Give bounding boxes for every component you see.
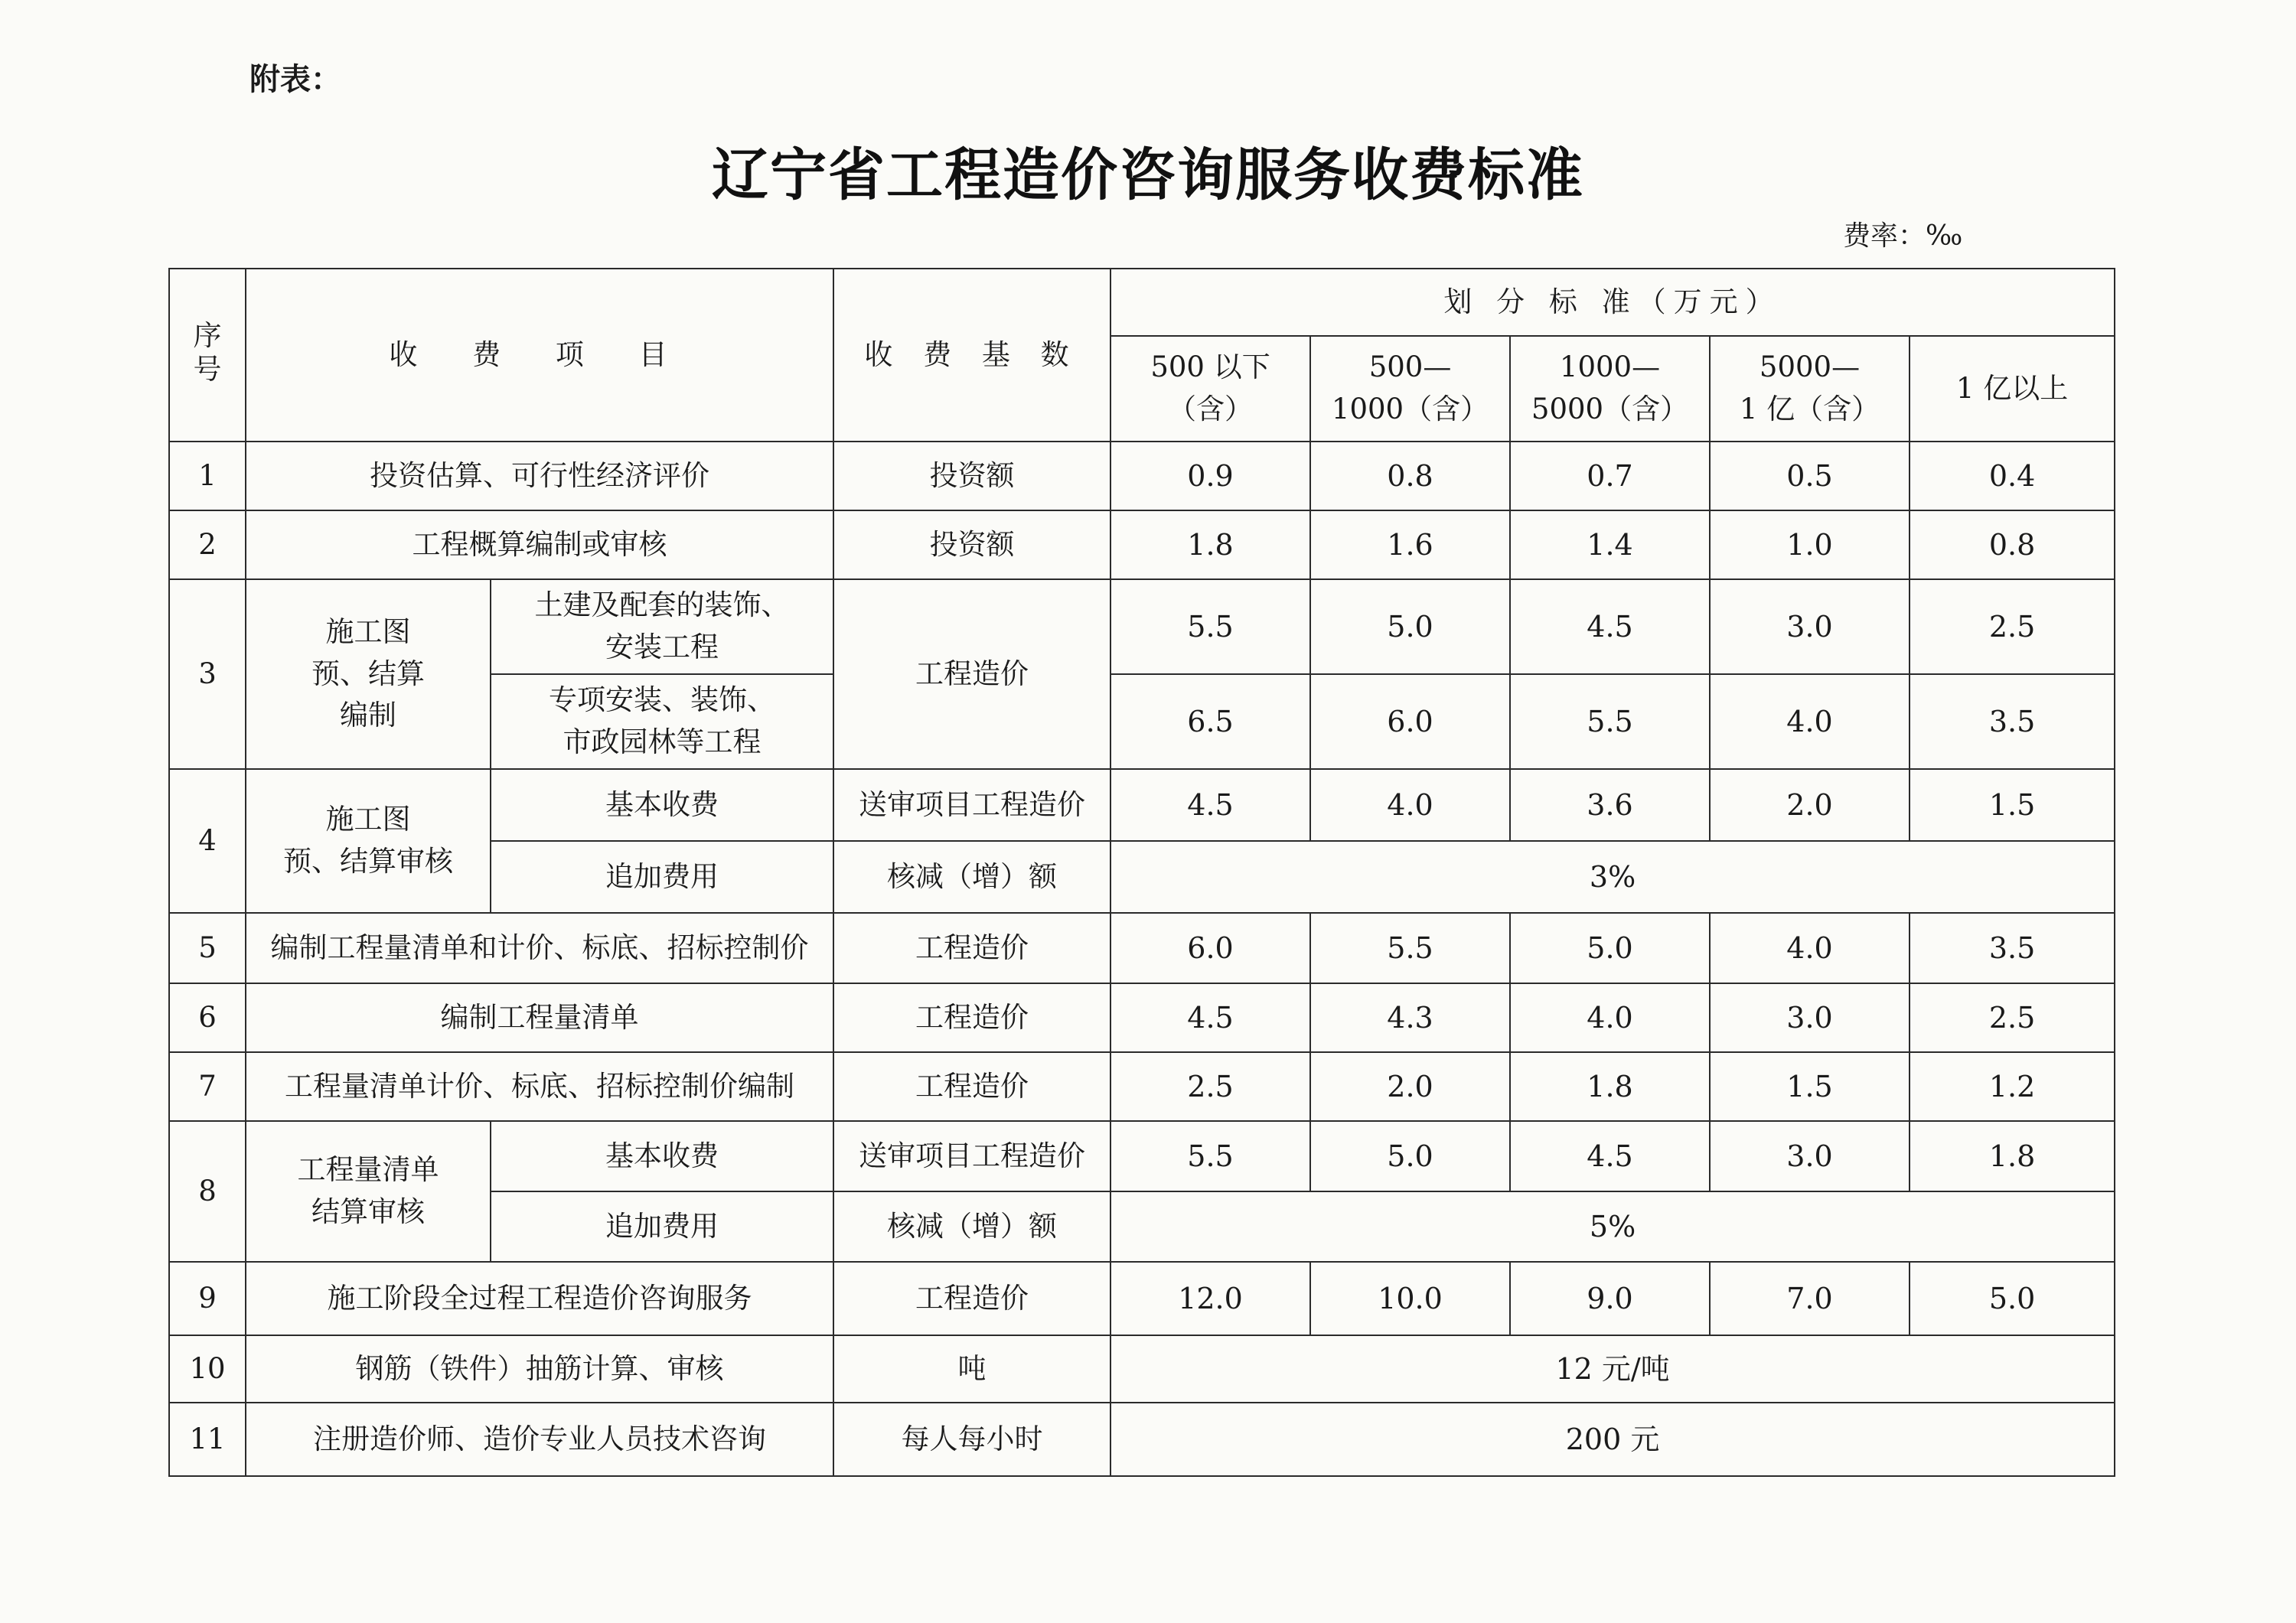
row-subitem: 土建及配套的装饰、 安装工程 (491, 579, 833, 674)
document-title: 辽宁省工程造价咨询服务收费标准 (712, 142, 1584, 208)
table-row (169, 442, 2115, 510)
header-range-4: 5000— 1 亿（含） (1710, 336, 1910, 442)
rate-cell: 0.5 (1710, 442, 1910, 510)
row-item: 工程概算编制或审核 (246, 510, 833, 579)
table-row (169, 983, 2115, 1052)
header-range-1: 500 以下 （含） (1110, 336, 1310, 442)
row-base: 投资额 (833, 510, 1110, 579)
row-seq: 5 (169, 913, 246, 983)
row-item: 施工图 预、结算 编制 (246, 579, 491, 769)
rate-cell: 3.0 (1710, 983, 1910, 1052)
rate-cell: 0.7 (1510, 442, 1710, 510)
table-row (169, 913, 2115, 983)
rate-cell: 3.6 (1510, 769, 1710, 841)
rate-cell: 5.0 (1310, 579, 1510, 674)
table-row (169, 1403, 2115, 1476)
rate-cell: 4.5 (1110, 983, 1310, 1052)
rate-cell: 5.5 (1510, 674, 1710, 769)
rate-cell: 1.2 (1910, 1052, 2115, 1121)
rate-cell: 2.0 (1310, 1052, 1510, 1121)
row-base: 吨 (833, 1335, 1110, 1403)
row-subitem: 专项安装、装饰、 市政园林等工程 (491, 674, 833, 769)
row-seq: 4 (169, 769, 246, 913)
rate-cell: 5.5 (1310, 913, 1510, 983)
rate-cell: 9.0 (1510, 1262, 1710, 1335)
header-range-3: 1000— 5000（含） (1510, 336, 1710, 442)
rate-cell: 3.0 (1710, 1121, 1910, 1191)
row-item: 编制工程量清单 (246, 983, 833, 1052)
header-seq: 序号 (169, 269, 246, 442)
header-range-2: 500— 1000（含） (1310, 336, 1510, 442)
row-seq: 2 (169, 510, 246, 579)
row-seq: 10 (169, 1335, 246, 1403)
row-item: 编制工程量清单和计价、标底、招标控制价 (246, 913, 833, 983)
flat-rate-cell: 12 元/吨 (1110, 1335, 2115, 1403)
rate-cell: 1.5 (1710, 1052, 1910, 1121)
row-seq: 8 (169, 1121, 246, 1262)
rate-cell: 5.0 (1510, 913, 1710, 983)
row-base: 工程造价 (833, 1262, 1110, 1335)
row-base: 送审项目工程造价 (833, 1121, 1110, 1191)
rate-cell: 0.4 (1910, 442, 2115, 510)
row-subitem: 基本收费 (491, 769, 833, 841)
row-item: 钢筋（铁件）抽筋计算、审核 (246, 1335, 833, 1403)
rate-cell: 1.8 (1110, 510, 1310, 579)
row-base: 工程造价 (833, 913, 1110, 983)
row-base: 核减（增）额 (833, 841, 1110, 913)
row-base: 送审项目工程造价 (833, 769, 1110, 841)
row-item: 施工图 预、结算审核 (246, 769, 491, 913)
header-range-5: 1 亿以上 (1910, 336, 2115, 442)
rate-cell: 1.8 (1510, 1052, 1710, 1121)
unit-note: 费率：‰ (1843, 220, 1963, 252)
row-base: 核减（增）额 (833, 1191, 1110, 1262)
row-seq: 11 (169, 1403, 246, 1476)
rate-cell: 4.5 (1110, 769, 1310, 841)
row-base: 工程造价 (833, 1052, 1110, 1121)
row-seq: 3 (169, 579, 246, 769)
attachment-label: 附表： (249, 62, 341, 97)
rate-cell: 1.5 (1910, 769, 2115, 841)
table-row (169, 579, 2115, 674)
flat-rate-cell: 3% (1110, 841, 2115, 913)
table-row (169, 1262, 2115, 1335)
row-item: 施工阶段全过程工程造价咨询服务 (246, 1262, 833, 1335)
rate-cell: 2.0 (1710, 769, 1910, 841)
rate-cell: 4.0 (1510, 983, 1710, 1052)
row-seq: 1 (169, 442, 246, 510)
rate-cell: 5.0 (1910, 1262, 2115, 1335)
rate-cell: 3.5 (1910, 913, 2115, 983)
rate-cell: 2.5 (1910, 579, 2115, 674)
row-base: 工程造价 (833, 983, 1110, 1052)
rate-cell: 4.3 (1310, 983, 1510, 1052)
table-row (169, 510, 2115, 579)
row-item: 投资估算、可行性经济评价 (246, 442, 833, 510)
rate-cell: 3.5 (1910, 674, 2115, 769)
rate-cell: 7.0 (1710, 1262, 1910, 1335)
header-item: 收 费 项 目 (246, 269, 833, 442)
row-subitem: 基本收费 (491, 1121, 833, 1191)
rate-cell: 0.8 (1910, 510, 2115, 579)
rate-cell: 4.0 (1710, 913, 1910, 983)
rate-cell: 0.9 (1110, 442, 1310, 510)
rate-cell: 2.5 (1110, 1052, 1310, 1121)
row-item: 注册造价师、造价专业人员技术咨询 (246, 1403, 833, 1476)
rate-cell: 0.8 (1310, 442, 1510, 510)
rate-cell: 5.5 (1110, 579, 1310, 674)
row-subitem: 追加费用 (491, 841, 833, 913)
row-item: 工程量清单计价、标底、招标控制价编制 (246, 1052, 833, 1121)
flat-rate-cell: 200 元 (1110, 1403, 2115, 1476)
rate-cell: 5.0 (1310, 1121, 1510, 1191)
row-seq: 7 (169, 1052, 246, 1121)
flat-rate-cell: 5% (1110, 1191, 2115, 1262)
rate-cell: 6.0 (1310, 674, 1510, 769)
rate-cell: 10.0 (1310, 1262, 1510, 1335)
row-base: 每人每小时 (833, 1403, 1110, 1476)
rate-cell: 3.0 (1710, 579, 1910, 674)
row-base: 投资额 (833, 442, 1110, 510)
rate-cell: 4.0 (1310, 769, 1510, 841)
rate-cell: 4.0 (1710, 674, 1910, 769)
row-base: 工程造价 (833, 579, 1110, 769)
rate-cell: 1.0 (1710, 510, 1910, 579)
row-seq: 6 (169, 983, 246, 1052)
header-standard: 划 分 标 准（万元） (1110, 269, 2115, 336)
rate-cell: 2.5 (1910, 983, 2115, 1052)
table-row (169, 1052, 2115, 1121)
rate-cell: 5.5 (1110, 1121, 1310, 1191)
row-seq: 9 (169, 1262, 246, 1335)
rate-cell: 1.8 (1910, 1121, 2115, 1191)
fee-standard-table (168, 268, 2115, 1477)
header-base: 收 费 基 数 (833, 269, 1110, 442)
rate-cell: 1.6 (1310, 510, 1510, 579)
rate-cell: 6.5 (1110, 674, 1310, 769)
row-subitem: 追加费用 (491, 1191, 833, 1262)
table-row (169, 769, 2115, 841)
rate-cell: 1.4 (1510, 510, 1710, 579)
rate-cell: 6.0 (1110, 913, 1310, 983)
table-row (169, 1335, 2115, 1403)
rate-cell: 4.5 (1510, 579, 1710, 674)
table-row (169, 1121, 2115, 1191)
rate-cell: 4.5 (1510, 1121, 1710, 1191)
rate-cell: 12.0 (1110, 1262, 1310, 1335)
row-item: 工程量清单 结算审核 (246, 1121, 491, 1262)
